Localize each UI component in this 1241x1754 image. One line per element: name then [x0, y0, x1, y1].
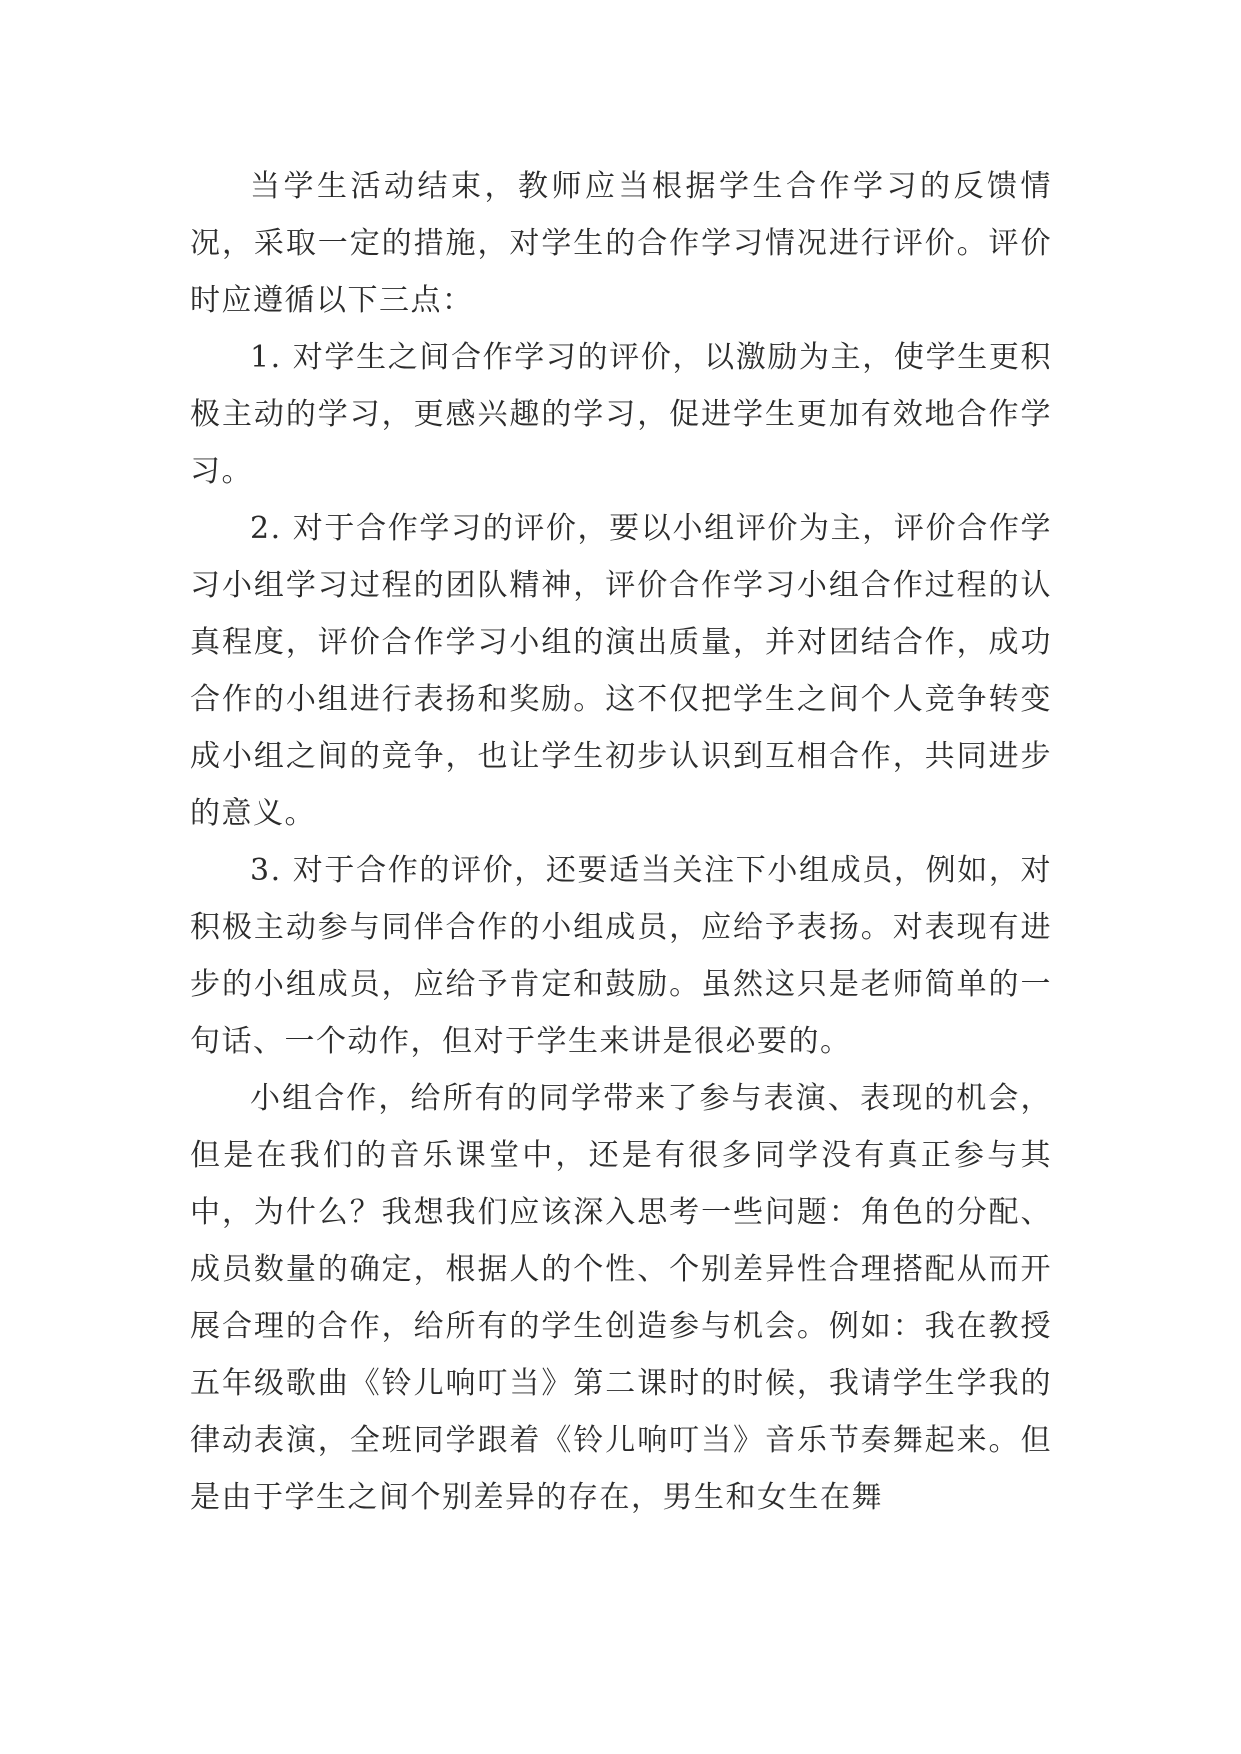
paragraph-point-3: 3. 对于合作的评价，还要适当关注下小组成员，例如，对积极主动参与同伴合作的小组成员，应给予表扬。对表现有进步的小组成员，应给予肯定和鼓励。虽然这只是老师简单的一句话、一个动作，但对于学生来讲是很必要的。: [190, 853, 1052, 1059]
paragraph-point-2: 2. 对于合作学习的评价，要以小组评价为主，评价合作学习小组学习过程的团队精神，评价合作学习小组合作过程的认真程度，评价合作学习小组的演出质量，并对团结合作，成功合作的小组进行表扬和奖励。这不仅把学生之间个人竞争转变成小组之间的竞争，也让学生初步认识到互相合作，共同进步的意义。: [190, 511, 1052, 831]
paragraph-intro: 当学生活动结束，教师应当根据学生合作学习的反馈情况，采取一定的措施，对学生的合作学习情况进行评价。评价时应遵循以下三点：: [190, 169, 1052, 318]
paragraph-point-1: 1. 对学生之间合作学习的评价，以激励为主，使学生更积极主动的学习，更感兴趣的学习，促进学生更加有效地合作学习。: [190, 340, 1052, 489]
paragraph-group-cooperation: 小组合作，给所有的同学带来了参与表演、表现的机会，但是在我们的音乐课堂中，还是有很多同学没有真正参与其中，为什么？我想我们应该深入思考一些问题：角色的分配、成员数量的确定，根据人的个性、个别差异性合理搭配从而开展合理的合作，给所有的学生创造参与机会。例如：我在教授五年级歌曲《铃儿响叮当》第二课时的时候，我请学生学我的律动表演，全班同学跟着《铃儿响叮当》音乐节奏舞起来。但是由于学生之间个别差异的存在，男生和女生在舞: [190, 1081, 1052, 1515]
document-body: [190, 158, 1052, 1526]
